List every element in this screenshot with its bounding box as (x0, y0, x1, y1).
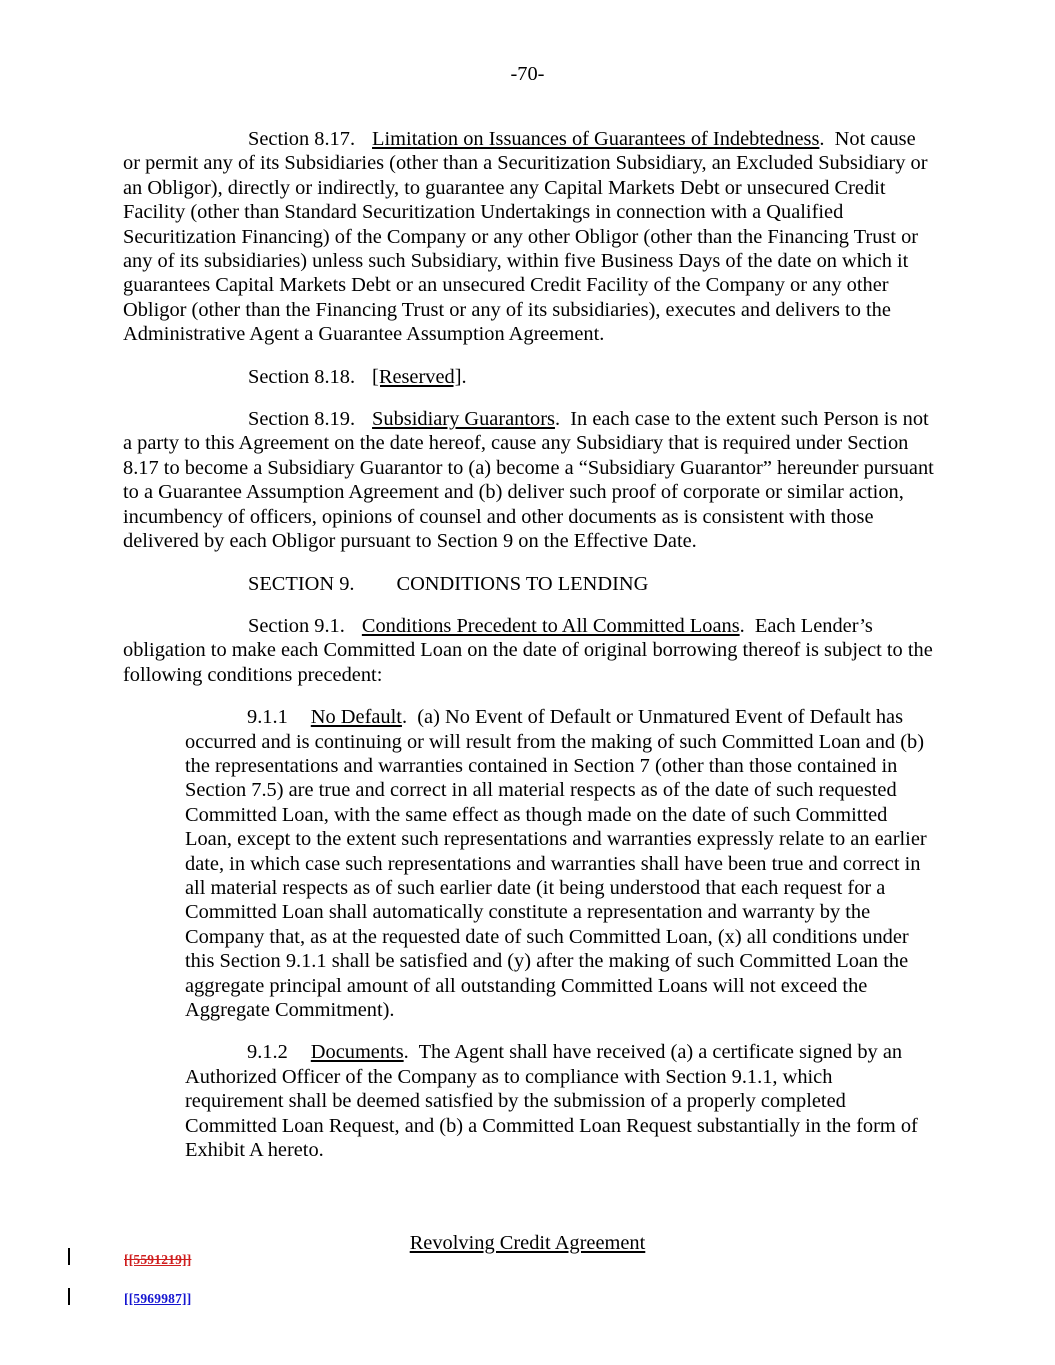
section-title: CONDITIONS TO LENDING (396, 572, 649, 595)
change-bar (68, 1288, 70, 1305)
section-text: . (a) No Event of Default or Unmatured Event of Default has occurred and is continuing or will result from the making of such Committed Loan and (b) the representations and warranties contained in Section 7 (other than those contained in Section 7.5) are true and correct in all material respects as of the date of such requested Committed Loan, with the same effect as though made on the date of such Committed Loan, except to the extent such representations and warranties expressly relate to an earlier date, in which case such representations and warranties shall have been true and correct in all material respects as of such earlier date (it being understood that each request for a Committed Loan shall automatically constitute a representation and warranty by the Company that, as at the requested date of such Committed Loan, (x) all conditions under this Section 9.1.1 shall be satisfied and (y) after the making of such Committed Loan the aggregate principal amount of all outstanding Committed Loans will not exceed the Aggregate Commitment). (185, 706, 932, 1021)
section-number: 9.1.1 (247, 706, 288, 729)
section-text: . Each Lender’s obligation to make each Committed Loan on the date of original borrowing thereof is subject to the following conditions precedent: (123, 614, 938, 686)
change-bar (68, 1248, 70, 1265)
section-heading: Documents (310, 1041, 404, 1064)
paragraph-section-9-1 (123, 614, 938, 687)
section-heading: Limitation on Issuances of Guarantees of Indebtedness (372, 128, 820, 150)
document-body (123, 127, 939, 1180)
section-heading: No Default (310, 706, 402, 729)
paragraph-section-9-1-2 (185, 1040, 935, 1162)
section-text: . In each case to the extent such Person is not a party to this Agreement on the date hereof, cause any Subsidiary that is required under Section 8.17 to become a Subsidiary Guarantor to (a) become a “Subsidiary Guarantor” hereunder pursuant to a Guarantee Assumption Agreement and (b) deliver such proof of corporate or similar action, incumbency of officers, opinions of counsel and other documents as is consistent with those delivered by each Obligor pursuant to Section 9 on the Effective Date. (123, 408, 939, 553)
section-number: Section 8.19. (248, 408, 356, 431)
redline-doc-id-old: [[5591219]] (124, 1252, 192, 1267)
paragraph-section-8-17 (123, 127, 935, 347)
section-number: SECTION 9. (248, 572, 355, 595)
paragraph-section-8-18 (123, 365, 935, 389)
section-text: . Not cause or permit any of its Subsidiaries (other than a Securitization Subsidiary, an Excluded Subsidiary or an Obligor), directly or indirectly, to guarantee any Capital Markets Debt or unsecured Credit Facility (other than Standard Securitization Undertakings in connection with a Qualified Securitization Financing) of the Company or any other Obligor (other than the Financing Trust or any of its subsidiaries) unless such Subsidiary, within five Business Days of the date on which it guarantees Capital Markets Debt or an unsecured Credit Facility of the Company or any other Obligor (other than the Financing Trust or any of its subsidiaries), executes and delivers to the Administrative Agent a Guarantee Assumption Agreement. (123, 128, 933, 346)
section-number: Section 8.18. (248, 365, 356, 388)
paragraph-section-8-19 (123, 407, 939, 553)
heading-section-9 (123, 572, 935, 596)
section-heading: [Reserved] (372, 365, 462, 388)
paragraph-section-9-1-1 (185, 705, 935, 1022)
section-number: 9.1.2 (247, 1041, 288, 1064)
section-number: Section 9.1. (248, 614, 345, 637)
footer-document-title: Revolving Credit Agreement (409, 1232, 646, 1254)
page-number: -70- (510, 63, 545, 85)
section-text: . The Agent shall have received (a) a certificate signed by an Authorized Officer of the Company as to compliance with Section 9.1.1, which requirement shall be deemed satisfied by the submission of a properly completed Committed Loan Request, and (b) a Committed Loan Request substantially in the form of Exhibit A hereto. (185, 1041, 923, 1162)
section-heading: Conditions Precedent to All Committed Loans (361, 614, 740, 637)
redline-doc-id-new: [[5969987]] (124, 1291, 192, 1306)
section-text: . (461, 365, 467, 388)
section-heading: Subsidiary Guarantors (372, 408, 555, 431)
section-number: Section 8.17. (248, 128, 356, 150)
